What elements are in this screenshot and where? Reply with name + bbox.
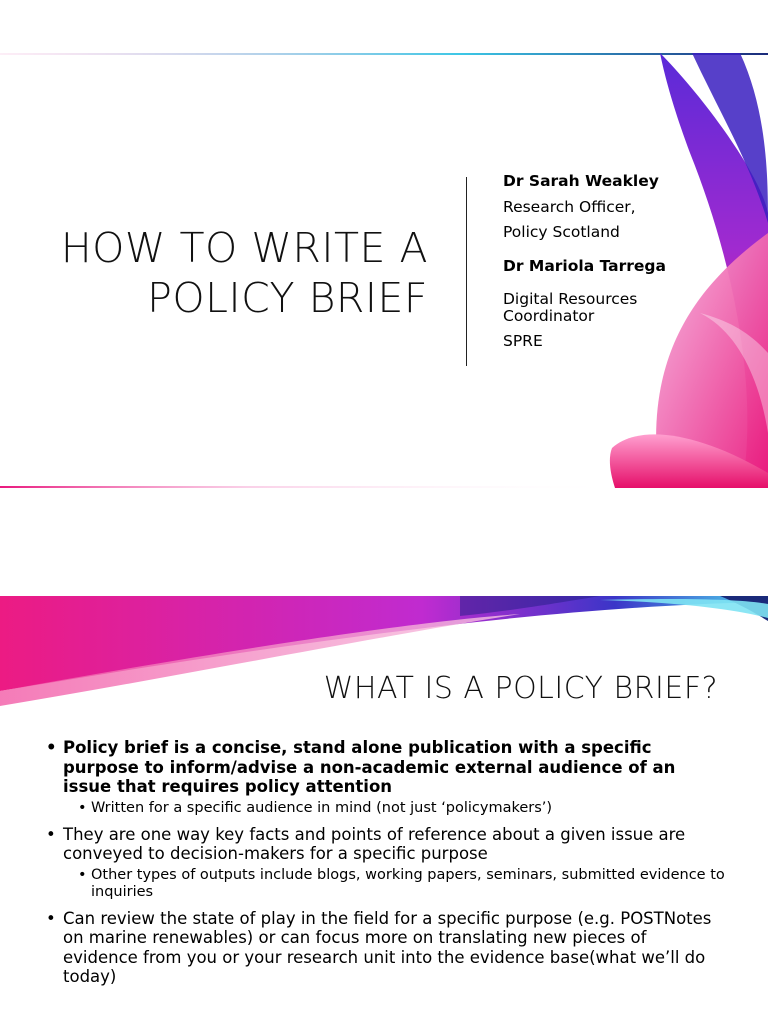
slide-title bbox=[8, 223, 428, 323]
author-role: Digital Resources bbox=[503, 290, 638, 308]
sub-bullet-item bbox=[46, 867, 726, 901]
sub-bullet-text: Written for a specific audience in mind (not just ‘policymakers’) bbox=[91, 799, 553, 816]
bullet-item bbox=[46, 909, 726, 987]
title-line: POLICY BRIEF bbox=[147, 274, 428, 322]
bullet-list bbox=[46, 738, 726, 990]
title-slide bbox=[0, 53, 768, 488]
authors-block bbox=[503, 171, 723, 350]
author-affiliation: SPRE bbox=[503, 332, 543, 350]
sub-bullet-item bbox=[46, 800, 726, 817]
bullet-marker: • bbox=[78, 799, 87, 816]
bullet-text: They are one way key facts and points of reference about a given issue are conveyed to decision-makers for a specific purpose bbox=[63, 824, 686, 863]
bullet-item bbox=[46, 738, 726, 797]
author-name: Dr Mariola Tarrega bbox=[503, 257, 666, 275]
author-affiliation: Policy Scotland bbox=[503, 223, 620, 241]
bullet-text: Can review the state of play in the field for a specific purpose (e.g. POSTNotes on marine renewables) or can focus more on translating new pieces of evidence from you or your research unit into the evidence base(what we’ll do today) bbox=[63, 908, 712, 986]
bullet-marker: • bbox=[46, 908, 56, 928]
bullet-marker: • bbox=[78, 866, 87, 883]
author-role: Research Officer, bbox=[503, 198, 636, 216]
bullet-marker: • bbox=[46, 738, 57, 757]
bullet-text: Policy brief is a concise, stand alone publication with a specific purpose to inform/advise a non-academic external audience of an issue that requires policy attention bbox=[63, 738, 676, 796]
bullet-marker: • bbox=[46, 824, 56, 844]
title-line: HOW TO WRITE A bbox=[60, 224, 428, 272]
author-name: Dr Sarah Weakley bbox=[503, 172, 659, 190]
slide-title: WHAT IS A POLICY BRIEF? bbox=[323, 671, 718, 706]
bullet-item bbox=[46, 825, 726, 864]
divider-line bbox=[466, 177, 467, 366]
author-role: Coordinator bbox=[503, 307, 595, 325]
sub-bullet-text: Other types of outputs include blogs, working papers, seminars, submitted evidence to inquiries bbox=[91, 866, 725, 900]
content-slide bbox=[0, 596, 768, 1024]
